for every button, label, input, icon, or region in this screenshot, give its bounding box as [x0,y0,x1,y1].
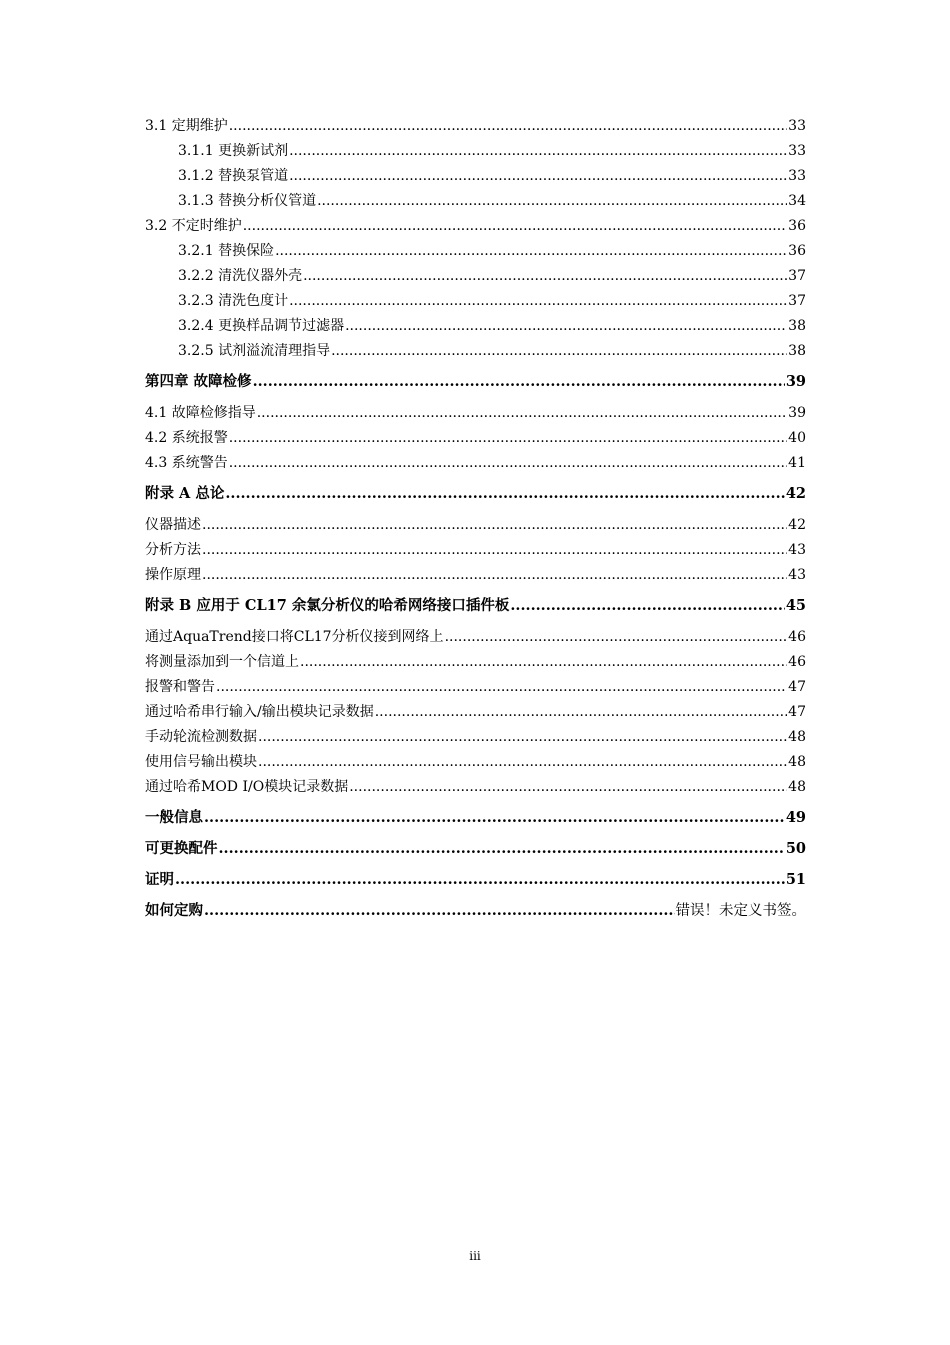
toc-entry-title: 操作原理 [145,567,201,583]
toc-entry-title: 3.2 不定时维护 [145,218,242,234]
toc-leader-dots [289,166,787,186]
toc-entry[interactable] [145,116,806,141]
toc-leader-dots [303,266,787,286]
toc-leader-dots [289,141,787,161]
toc-entry-page: 40 [788,430,806,446]
toc-entry-title: 3.2.4 更换样品调节过滤器 [178,318,345,334]
toc-entry[interactable] [145,777,806,802]
toc-entry[interactable] [145,870,806,890]
toc-leader-dots [216,677,787,697]
toc-entry-title: 3.2.1 替换保险 [178,243,275,259]
toc-entry-title: 手动轮流检测数据 [145,729,257,745]
toc-entry-page: 43 [788,567,806,583]
toc-entry-title: 通过哈希串行输入/输出模块记录数据 [145,704,374,720]
toc-entry-title: 4.2 系统报警 [145,430,228,446]
toc-leader-dots [275,241,787,261]
toc-leader-dots [445,627,788,647]
toc-leader-dots [349,777,787,797]
toc-entry-title: 可更换配件 [145,840,218,857]
toc-entry-page: 36 [788,218,806,234]
toc-leader-dots [331,341,787,361]
toc-entry[interactable] [145,540,806,565]
toc-leader-dots [202,565,787,585]
toc-entry[interactable] [145,428,806,453]
toc-leader-dots [317,191,787,211]
toc-leader-dots [229,116,787,136]
toc-leader-dots [229,428,787,448]
toc-leader-dots [204,808,785,828]
toc-entry[interactable] [145,403,806,428]
toc-entry[interactable] [145,484,806,504]
toc-entry-page: 33 [788,168,806,184]
toc-entry-page: 48 [788,729,806,745]
toc-leader-dots [225,484,784,504]
toc-leader-dots [253,372,785,392]
toc-entry[interactable] [145,627,806,652]
toc-entry-title: 附录 A 总论 [145,485,225,502]
toc-leader-dots [300,652,787,672]
toc-entry-page: 39 [785,373,806,390]
page-number: iii [469,1249,481,1263]
toc-entry[interactable] [145,453,806,478]
toc-entry[interactable] [145,341,806,366]
toc-entry-page: 34 [788,193,806,209]
toc-entry[interactable] [145,291,806,316]
toc-leader-dots [289,291,787,311]
toc-leader-dots [510,596,784,616]
toc-entry[interactable] [145,702,806,727]
toc-entry[interactable] [145,515,806,540]
toc-leader-dots [219,839,785,859]
toc-entry-title: 附录 B 应用于 CL17 余氯分析仪的哈希网络接口插件板 [145,597,510,614]
toc-entry-page: 46 [788,654,806,670]
toc-entry-title: 第四章 故障检修 [145,373,252,390]
toc-entry-page: 42 [785,485,806,502]
toc-entry[interactable] [145,565,806,590]
toc-entry-page: 39 [788,405,806,421]
toc-entry-title: 3.1.3 替换分析仪管道 [178,193,317,209]
toc-entry-page: 36 [788,243,806,259]
table-of-contents [145,116,806,932]
toc-entry-page: 38 [788,343,806,359]
toc-entry-title: 分析方法 [145,542,201,558]
toc-entry-title: 3.1.2 替换泵管道 [178,168,289,184]
toc-entry-page: 错误！未定义书签。 [675,903,806,919]
toc-entry[interactable] [145,266,806,291]
toc-entry-title: 4.1 故障检修指导 [145,405,256,421]
toc-entry-page: 33 [788,118,806,134]
toc-entry-title: 使用信号输出模块 [145,754,257,770]
toc-entry-title: 3.2.2 清洗仪器外壳 [178,268,303,284]
toc-leader-dots [202,515,787,535]
toc-entry-page: 33 [788,143,806,159]
toc-entry-page: 37 [788,268,806,284]
toc-entry[interactable] [145,316,806,341]
toc-entry-page: 51 [785,871,806,888]
toc-entry-title: 通过AquaTrend接口将CL17分析仪接到网络上 [145,629,444,645]
toc-leader-dots [204,901,675,921]
toc-entry-page: 45 [785,597,806,614]
toc-entry-title: 3.1.1 更换新试剂 [178,143,289,159]
toc-entry[interactable] [145,596,806,616]
toc-entry[interactable] [145,727,806,752]
toc-entry[interactable] [145,901,806,921]
toc-entry-title: 3.2.3 清洗色度计 [178,293,289,309]
toc-entry-page: 47 [788,679,806,695]
toc-entry-title: 如何定购 [145,902,203,919]
toc-leader-dots [175,870,785,890]
toc-entry-title: 将测量添加到一个信道上 [145,654,299,670]
toc-entry[interactable] [145,166,806,191]
toc-entry[interactable] [145,241,806,266]
toc-entry-title: 证明 [145,871,174,888]
toc-entry-page: 37 [788,293,806,309]
toc-entry-title: 一般信息 [145,809,203,826]
toc-entry-page: 41 [788,455,806,471]
toc-entry-title: 4.3 系统警告 [145,455,228,471]
toc-leader-dots [258,752,787,772]
toc-entry-page: 38 [788,318,806,334]
toc-entry[interactable] [145,808,806,828]
toc-entry-page: 48 [788,754,806,770]
toc-entry-page: 48 [788,779,806,795]
toc-entry[interactable] [145,191,806,216]
toc-leader-dots [202,540,787,560]
toc-leader-dots [375,702,787,722]
toc-entry-title: 通过哈希MOD I/O模块记录数据 [145,779,349,795]
toc-entry[interactable] [145,752,806,777]
toc-entry[interactable] [145,839,806,859]
toc-entry-title: 报警和警告 [145,679,215,695]
toc-leader-dots [229,453,787,473]
toc-entry-page: 42 [788,517,806,533]
toc-leader-dots [258,727,787,747]
toc-entry[interactable] [145,216,806,241]
toc-entry-title: 仪器描述 [145,517,201,533]
toc-leader-dots [243,216,787,236]
toc-entry-title: 3.2.5 试剂溢流清理指导 [178,343,331,359]
toc-leader-dots [345,316,787,336]
toc-entry[interactable] [145,652,806,677]
toc-leader-dots [257,403,787,423]
toc-entry[interactable] [145,372,806,392]
toc-entry-title: 3.1 定期维护 [145,118,228,134]
toc-entry-page: 50 [785,840,806,857]
toc-entry[interactable] [145,677,806,702]
toc-entry-page: 46 [788,629,806,645]
toc-entry-page: 43 [788,542,806,558]
toc-entry[interactable] [145,141,806,166]
toc-entry-page: 47 [788,704,806,720]
toc-entry-page: 49 [785,809,806,826]
